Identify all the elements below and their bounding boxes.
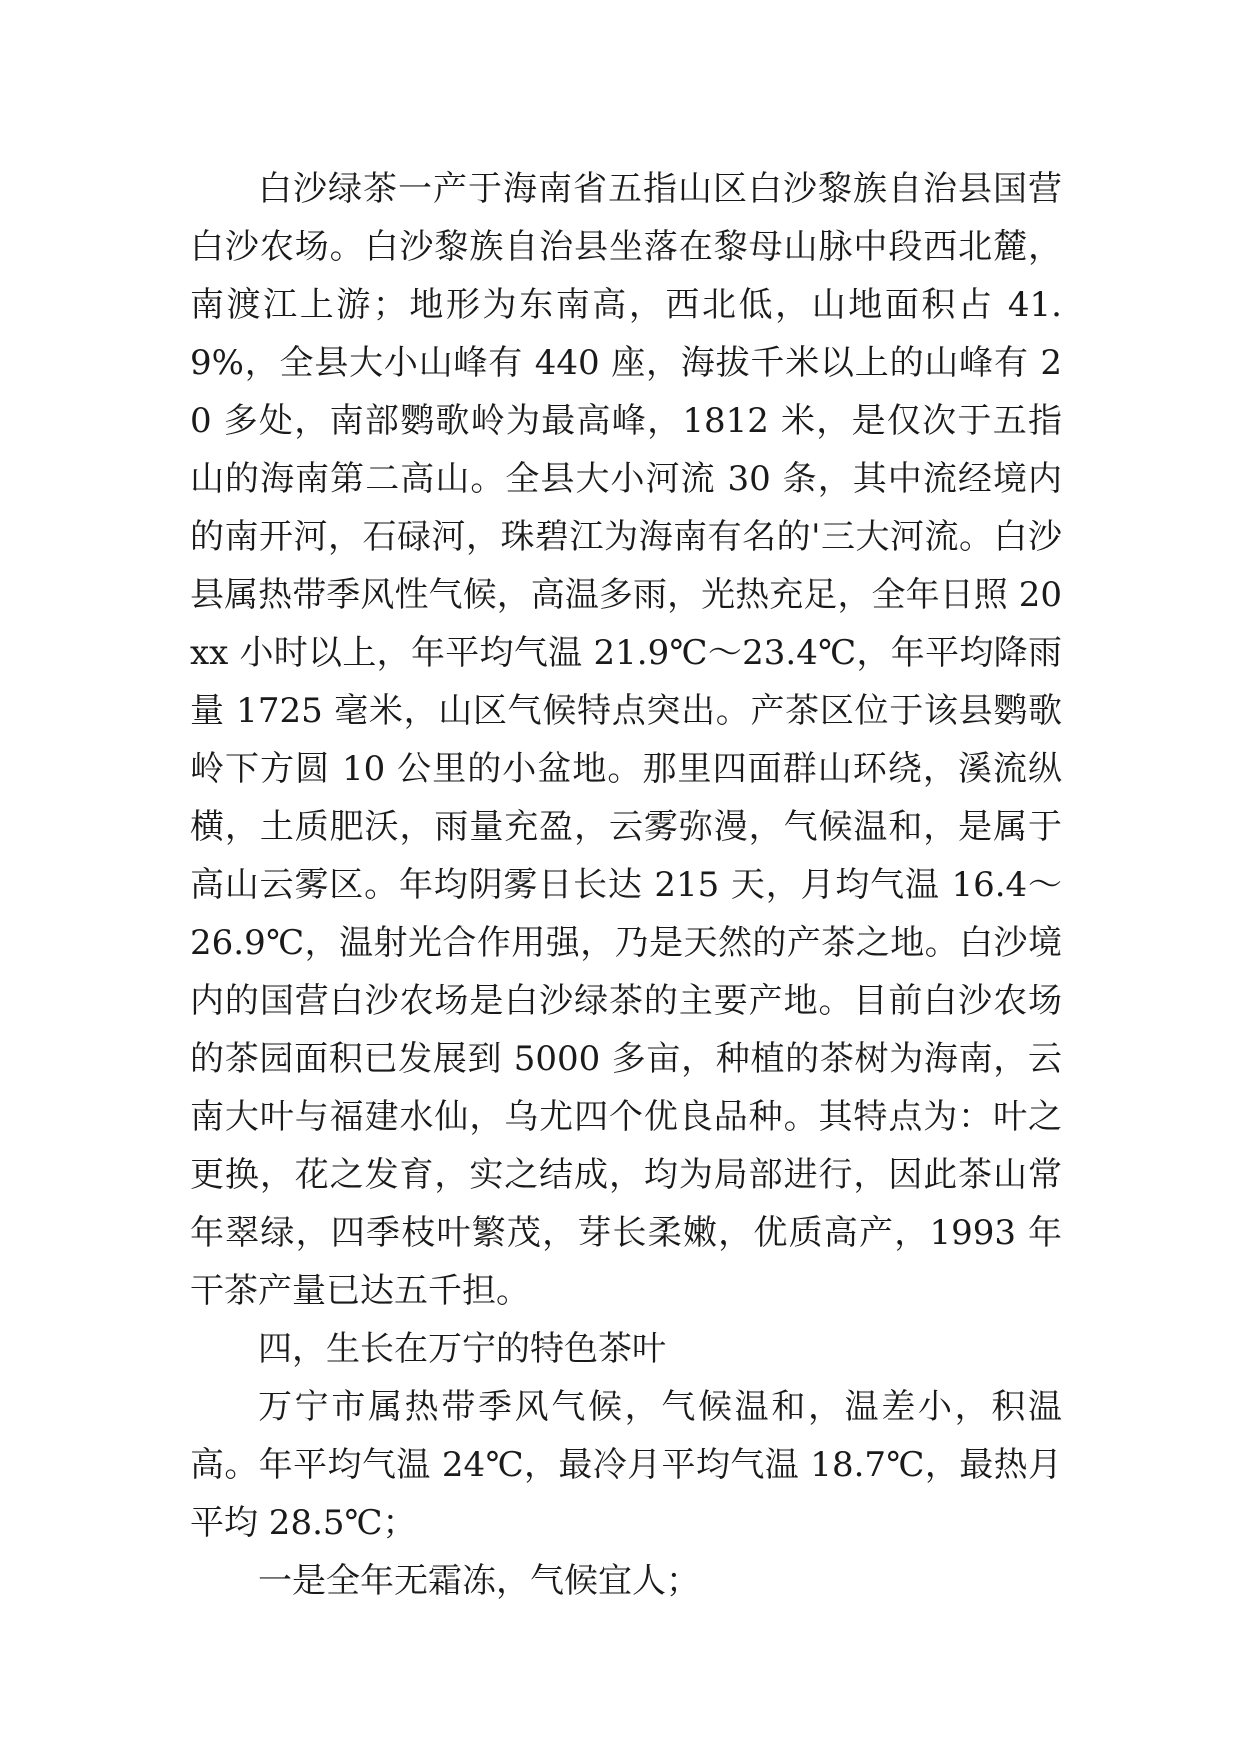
paragraph-baisha-green-tea: 白沙绿茶一产于海南省五指山区白沙黎族自治县国营白沙农场。白沙黎族自治县坐落在黎母山脉中段西北麓，南渡江上游；地形为东南高，西北低，山地面积占 41.9%，全县大小山峰有 440 座，海拔千米以上的山峰有 20 多处，南部鹦歌岭为最高峰，1812 米，是仅次于五指山的海南第二高山。全县大小河流 30 条，其中流经境内的南开河，石碌河，珠碧江为海南有名的'三大河流。白沙县属热带季风性气候，高温多雨，光热充足，全年日照 20xx 小时以上，年平均气温 21.9℃～23.4℃，年平均降雨量 1725 毫米，山区气候特点突出。产茶区位于该县鹦歌岭下方圆 10 公里的小盆地。那里四面群山环绕，溪流纵横，土质肥沃，雨量充盈，云雾弥漫，气候温和，是属于高山云雾区。年均阴雾日长达 215 天，月均气温 16.4～26.9℃，温射光合作用强，乃是天然的产茶之地。白沙境内的国营白沙农场是白沙绿茶的主要产地。目前白沙农场的茶园面积已发展到 5000 多亩，种植的茶树为海南，云南大叶与福建水仙，乌尤四个优良品种。其特点为：叶之更换，花之发育，实之结成，均为局部进行，因此茶山常年翠绿，四季枝叶繁茂，芽长柔嫩，优质高产，1993 年干茶产量已达五千担。 (190, 169, 1062, 1311)
paragraph-no-frost: 一是全年无霜冻，气候宜人； (258, 1561, 700, 1601)
section-heading-wanning-tea: 四，生长在万宁的特色茶叶 (258, 1329, 666, 1369)
document-body (190, 160, 1062, 1610)
paragraph-wanning-climate: 万宁市属热带季风气候，气候温和，温差小，积温高。年平均气温 24℃，最冷月平均气温 18.7℃，最热月平均 28.5℃； (190, 1387, 1062, 1543)
